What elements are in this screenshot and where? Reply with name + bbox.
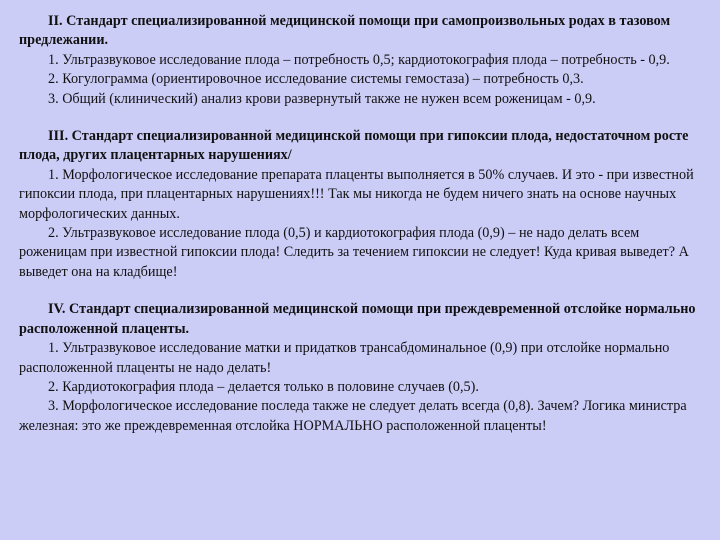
section-fetal-hypoxia — [19, 127, 699, 282]
list-item: 3. Морфологическое исследование последа также не следует делать всегда (0,8). Зачем? Логика министра железная: это же преждевременная отслойка НОРМАЛЬНО расположенной плаценты! — [19, 398, 687, 434]
list-item: 2. Когулограмма (ориентировочное исследование системы гемостаза) – потребность 0,3. — [48, 71, 584, 88]
section-heading: III. Стандарт специализированной медицинской помощи при гипоксии плода, недостаточном росте плода, других плацентарных нарушениях/ — [19, 128, 689, 164]
list-item: 3. Общий (клинический) анализ крови развернутый также не нужен всем роженицам - 0,9. — [48, 90, 596, 107]
list-item: 1. Ультразвуковое исследование плода – потребность 0,5; кардиотокография плода – потребность - 0,9. — [48, 51, 670, 68]
list-item: 2. Ультразвуковое исследование плода (0,5) и кардиотокография плода (0,9) – не надо делать всем роженицам при известной гипоксии плода! Следить за течением гипоксии не следует! Куда кривая выведет? А выведет она на кладбище! — [19, 225, 689, 280]
list-item: 1. Морфологическое исследование препарата плаценты выполняется в 50% случаев. И это - при известной гипоксии плода, при плацентарных нарушениях!!! Так мы никогда не будем ничего знать на основе научных морфологических данных. — [19, 166, 694, 222]
section-heading: IV. Стандарт специализированной медицинской помощи при преждевременной отслойке нормально расположенной плаценты. — [19, 301, 696, 337]
list-item: 2. Кардиотокография плода – делается только в половине случаев (0,5). — [48, 378, 479, 395]
section-breech-birth — [19, 12, 699, 109]
list-item: 1. Ультразвуковое исследование матки и придатков трансабдоминальное (0,9) при отслойке нормально расположенной плаценты не надо делать! — [19, 340, 670, 376]
section-placental-abruption — [19, 300, 699, 436]
slide-content — [19, 12, 699, 436]
section-heading: II. Стандарт специализированной медицинской помощи при самопроизвольных родах в тазовом предлежании. — [19, 13, 671, 49]
